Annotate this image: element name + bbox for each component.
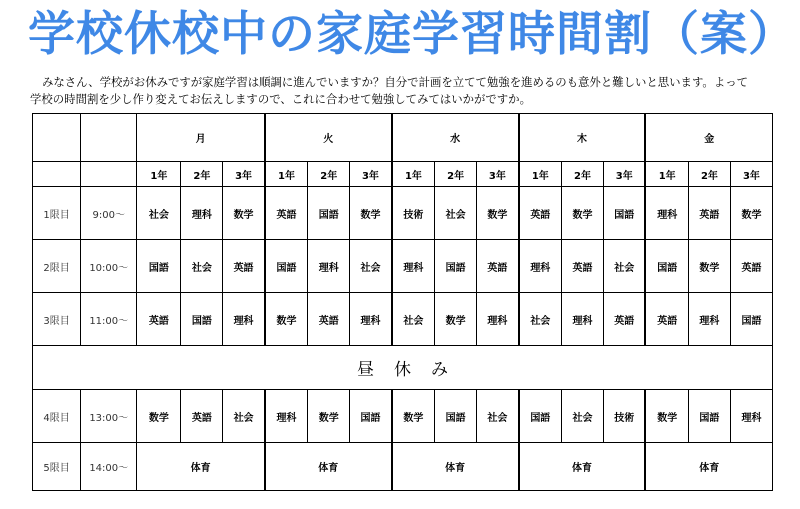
subject-cell: 英語	[688, 187, 730, 240]
subject-cell: 社会	[350, 240, 392, 293]
subject-cell: 技術	[604, 390, 646, 443]
subject-cell: 数学	[645, 390, 688, 443]
grade-header: 3年	[350, 162, 392, 187]
day-header: 木	[519, 114, 646, 162]
subject-cell: 英語	[477, 240, 519, 293]
day-header: 月	[137, 114, 265, 162]
subject-cell: 国語	[688, 390, 730, 443]
subject-cell: 数学	[435, 293, 477, 346]
subject-cell: 国語	[604, 187, 646, 240]
subject-cell: 数学	[730, 187, 772, 240]
subject-cell: 数学	[265, 293, 308, 346]
subject-cell: 社会	[392, 293, 435, 346]
subject-cell: 英語	[562, 240, 604, 293]
subject-cell: 数学	[562, 187, 604, 240]
grade-corner-cell	[33, 162, 81, 187]
pe-cell: 体育	[519, 443, 646, 491]
subject-cell: 英語	[519, 187, 562, 240]
subject-cell: 理科	[265, 390, 308, 443]
grade-header: 3年	[223, 162, 265, 187]
period-time: 9:00～	[81, 187, 137, 240]
grade-header: 2年	[308, 162, 350, 187]
subject-cell: 英語	[308, 293, 350, 346]
day-header: 水	[392, 114, 519, 162]
subject-cell: 理科	[181, 187, 223, 240]
corner-cell	[81, 114, 137, 162]
subject-cell: 理科	[392, 240, 435, 293]
grade-header: 2年	[562, 162, 604, 187]
day-header: 金	[645, 114, 772, 162]
subject-cell: 社会	[181, 240, 223, 293]
subject-cell: 理科	[519, 240, 562, 293]
subject-cell: 国語	[350, 390, 392, 443]
subject-cell: 理科	[223, 293, 265, 346]
subject-cell: 理科	[562, 293, 604, 346]
subject-cell: 数学	[392, 390, 435, 443]
day-header: 火	[265, 114, 392, 162]
subject-cell: 英語	[181, 390, 223, 443]
subject-cell: 英語	[223, 240, 265, 293]
corner-cell	[33, 114, 81, 162]
subject-cell: 社会	[477, 390, 519, 443]
grade-header: 2年	[688, 162, 730, 187]
grade-header: 3年	[477, 162, 519, 187]
subject-cell: 英語	[645, 293, 688, 346]
subject-cell: 国語	[181, 293, 223, 346]
subject-cell: 社会	[562, 390, 604, 443]
period-label: 2限目	[33, 240, 81, 293]
subject-cell: 数学	[223, 187, 265, 240]
period-time: 14:00～	[81, 443, 137, 491]
subject-cell: 理科	[645, 187, 688, 240]
subject-cell: 理科	[730, 390, 772, 443]
subject-cell: 国語	[730, 293, 772, 346]
subject-cell: 数学	[308, 390, 350, 443]
pe-cell: 体育	[645, 443, 772, 491]
intro-line-2: 学校の時間割を少し作り変えてお伝えしますので、これに合わせて勉強してみてはいかがですか。	[30, 92, 531, 106]
subject-cell: 社会	[604, 240, 646, 293]
grade-header: 1年	[137, 162, 181, 187]
subject-cell: 国語	[519, 390, 562, 443]
subject-cell: 社会	[137, 187, 181, 240]
subject-cell: 数学	[477, 187, 519, 240]
subject-cell: 理科	[477, 293, 519, 346]
pe-cell: 体育	[137, 443, 265, 491]
subject-cell: 数学	[137, 390, 181, 443]
subject-cell: 国語	[645, 240, 688, 293]
period-label: 4限目	[33, 390, 81, 443]
subject-cell: 理科	[688, 293, 730, 346]
subject-cell: 理科	[308, 240, 350, 293]
grade-header: 2年	[181, 162, 223, 187]
subject-cell: 理科	[350, 293, 392, 346]
period-label: 3限目	[33, 293, 81, 346]
period-label: 5限目	[33, 443, 81, 491]
page-title: 学校休校中の家庭学習時間割（案）	[28, 7, 796, 62]
intro-line-1: みなさん、学校がお休みですが家庭学習は順調に進んでいますか？自分で計画を立てて勉強を進めるのも意外と難しいと思います。よって	[42, 75, 748, 89]
subject-cell: 社会	[223, 390, 265, 443]
grade-header: 1年	[519, 162, 562, 187]
subject-cell: 技術	[392, 187, 435, 240]
subject-cell: 英語	[137, 293, 181, 346]
grade-header: 3年	[604, 162, 646, 187]
grade-header: 1年	[645, 162, 688, 187]
pe-cell: 体育	[265, 443, 392, 491]
subject-cell: 国語	[137, 240, 181, 293]
pe-cell: 体育	[392, 443, 519, 491]
subject-cell: 英語	[604, 293, 646, 346]
subject-cell: 数学	[688, 240, 730, 293]
grade-header: 2年	[435, 162, 477, 187]
grade-header: 1年	[265, 162, 308, 187]
intro-text	[30, 74, 792, 108]
period-time: 11:00～	[81, 293, 137, 346]
timetable	[32, 113, 773, 491]
subject-cell: 数学	[350, 187, 392, 240]
grade-header: 3年	[730, 162, 772, 187]
lunch-break: 昼休み	[33, 346, 773, 390]
subject-cell: 国語	[308, 187, 350, 240]
subject-cell: 社会	[435, 187, 477, 240]
subject-cell: 英語	[730, 240, 772, 293]
subject-cell: 英語	[265, 187, 308, 240]
subject-cell: 社会	[519, 293, 562, 346]
period-time: 10:00～	[81, 240, 137, 293]
subject-cell: 国語	[435, 240, 477, 293]
subject-cell: 国語	[265, 240, 308, 293]
subject-cell: 国語	[435, 390, 477, 443]
period-time: 13:00～	[81, 390, 137, 443]
grade-header: 1年	[392, 162, 435, 187]
grade-corner-cell	[81, 162, 137, 187]
period-label: 1限目	[33, 187, 81, 240]
